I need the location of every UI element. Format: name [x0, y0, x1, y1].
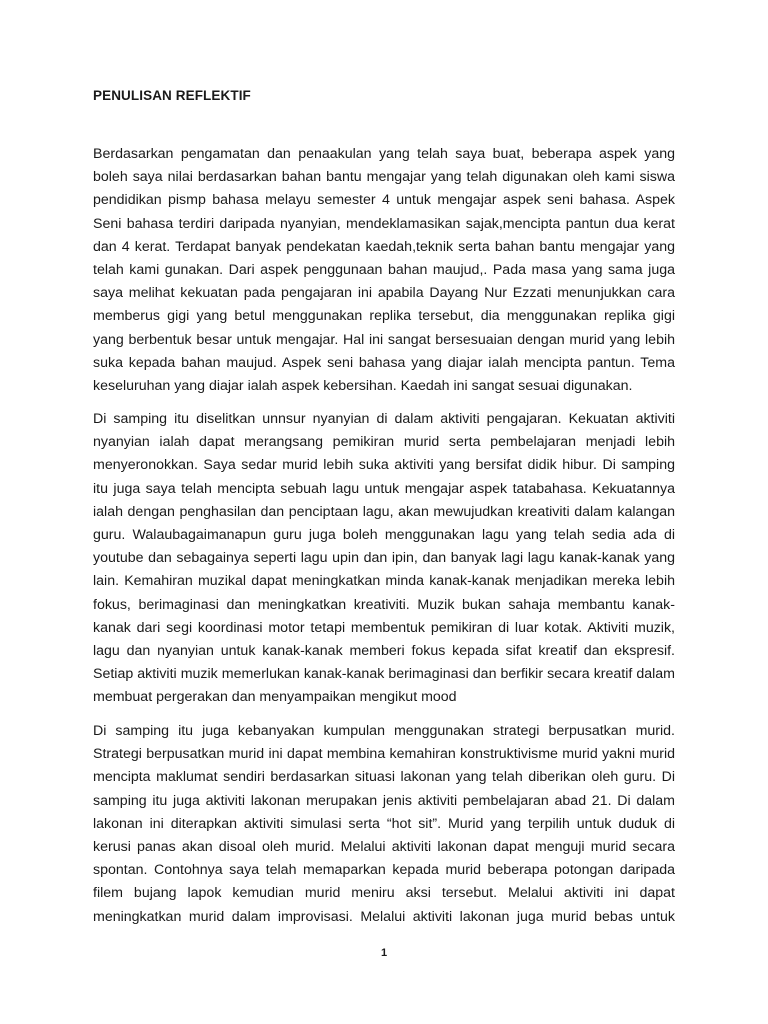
text-line: keseluruhan yang diajar ialah aspek kebersihan. Kaedah ini sangat sesuai digunakan.: [93, 377, 633, 394]
text-line: telah kami gunakan. Dari aspek penggunaan bahan maujud,. Pada masa yang sama juga: [93, 261, 675, 278]
text-line: yang berbentuk besar untuk mengajar. Hal ini sangat bersesuaian dengan murid yang lebih: [93, 331, 675, 348]
text-line: fokus, berimaginasi dan meningkatkan kreativiti. Muzik bukan sahaja membantu kanak-: [93, 596, 675, 613]
page-number: 1: [380, 947, 388, 959]
paragraph-1: [93, 143, 675, 398]
text-line: Di samping itu diselitkan unnsur nyanyian di dalam aktiviti pengajaran. Kekuatan aktiviti: [93, 411, 675, 427]
text-line: lain. Kemahiran muzikal dapat meningkatkan minda kanak-kanak menjadikan mereka lebih: [93, 573, 675, 590]
text-line: saya melihat kekuatan pada pengajaran ini apabila Dayang Nur Ezzati menunjukkan cara: [93, 285, 675, 302]
text-line: suka kepada bahan maujud. Aspek seni bahasa yang diajar ialah mencipta pantun. Tema: [93, 354, 675, 371]
text-line: filem bujang lapok kemudian murid meniru aksi tersebut. Melalui aktiviti ini dapat: [93, 885, 675, 902]
text-line: itu juga saya telah mencipta sebuah lagu untuk mengajar aspek tatabahasa. Kekuatannya: [93, 480, 675, 497]
text-line: Setiap aktiviti muzik memerlukan kanak-kanak berimaginasi dan berfikir secara kreatif dalam: [93, 666, 675, 683]
text-line: mencipta maklumat sendiri berdasarkan situasi lakonan yang telah diberikan oleh guru. Di: [93, 769, 675, 786]
text-line: kerusi panas akan disoal oleh murid. Melalui aktiviti lakonan dapat menguji murid secara: [93, 838, 675, 855]
text-line: menyeronokkan. Saya sedar murid lebih suka aktiviti yang bersifat didik hibur. Di samping: [93, 457, 675, 474]
paragraph-2: [93, 408, 675, 709]
text-line: Strategi berpusatkan murid ini dapat membina kemahiran konstruktivisme murid yakni murid: [93, 746, 675, 763]
paragraph-3: [93, 720, 675, 929]
text-line: ialah dengan penghasilan dan penciptaan lagu, akan mewujudkan kreativiti dalam kalangan: [93, 503, 675, 520]
text-line: lagu dan nyanyian untuk kanak-kanak memberi fokus kepada sifat kreatif dan ekspresif.: [93, 642, 675, 659]
text-line: guru. Walaubagaimanapun guru juga boleh menggunakan lagu yang telah sedia ada di: [93, 526, 675, 543]
text-line: lakonan ini diterapkan aktiviti simulasi serta “hot sit”. Murid yang terpilih untuk duduk di: [93, 815, 675, 832]
text-line: nyanyian ialah dapat merangsang pemikiran murid serta pembelajaran menjadi lebih: [93, 434, 675, 451]
text-line: meningkatkan murid dalam improvisasi. Melalui aktiviti lakonan juga murid bebas untuk: [93, 908, 675, 925]
text-line: dan 4 kerat. Terdapat banyak pendekatan kaedah,teknik serta bahan bantu mengajar yang: [93, 238, 675, 255]
text-line: memberus gigi yang betul menggunakan replika tersebut, dia menggunakan replika gigi: [93, 308, 675, 325]
text-line: samping itu juga aktiviti lakonan merupakan jenis aktiviti pembelajaran abad 21. Di dalam: [93, 792, 675, 809]
document-title: PENULISAN REFLEKTIF: [93, 88, 251, 103]
text-line: Seni bahasa terdiri daripada nyanyian, mendeklamasikan sajak,mencipta pantun dua kerat: [93, 215, 675, 232]
text-line: Di samping itu juga kebanyakan kumpulan menggunakan strategi berpusatkan murid.: [93, 723, 675, 739]
text-line: boleh saya nilai berdasarkan bahan bantu mengajar yang telah digunakan oleh kami siswa: [93, 169, 675, 186]
text-line: kanak dari segi koordinasi motor tetapi membentuk pemikiran di luar kotak. Aktiviti muzik,: [93, 619, 675, 636]
text-line: pendidikan pismp bahasa melayu semester 4 untuk mengajar aspek seni bahasa. Aspek: [93, 192, 675, 209]
text-line: membuat pergerakan dan menyampaikan mengikut mood: [93, 689, 457, 706]
text-line: youtube dan sebagainya seperti lagu upin dan ipin, dan banyak lagi lagu kanak-kanak yang: [93, 550, 675, 567]
text-line: spontan. Contohnya saya telah memaparkan kepada murid beberapa potongan daripada: [93, 862, 675, 879]
text-line: Berdasarkan pengamatan dan penaakulan yang telah saya buat, beberapa aspek yang: [93, 146, 675, 162]
